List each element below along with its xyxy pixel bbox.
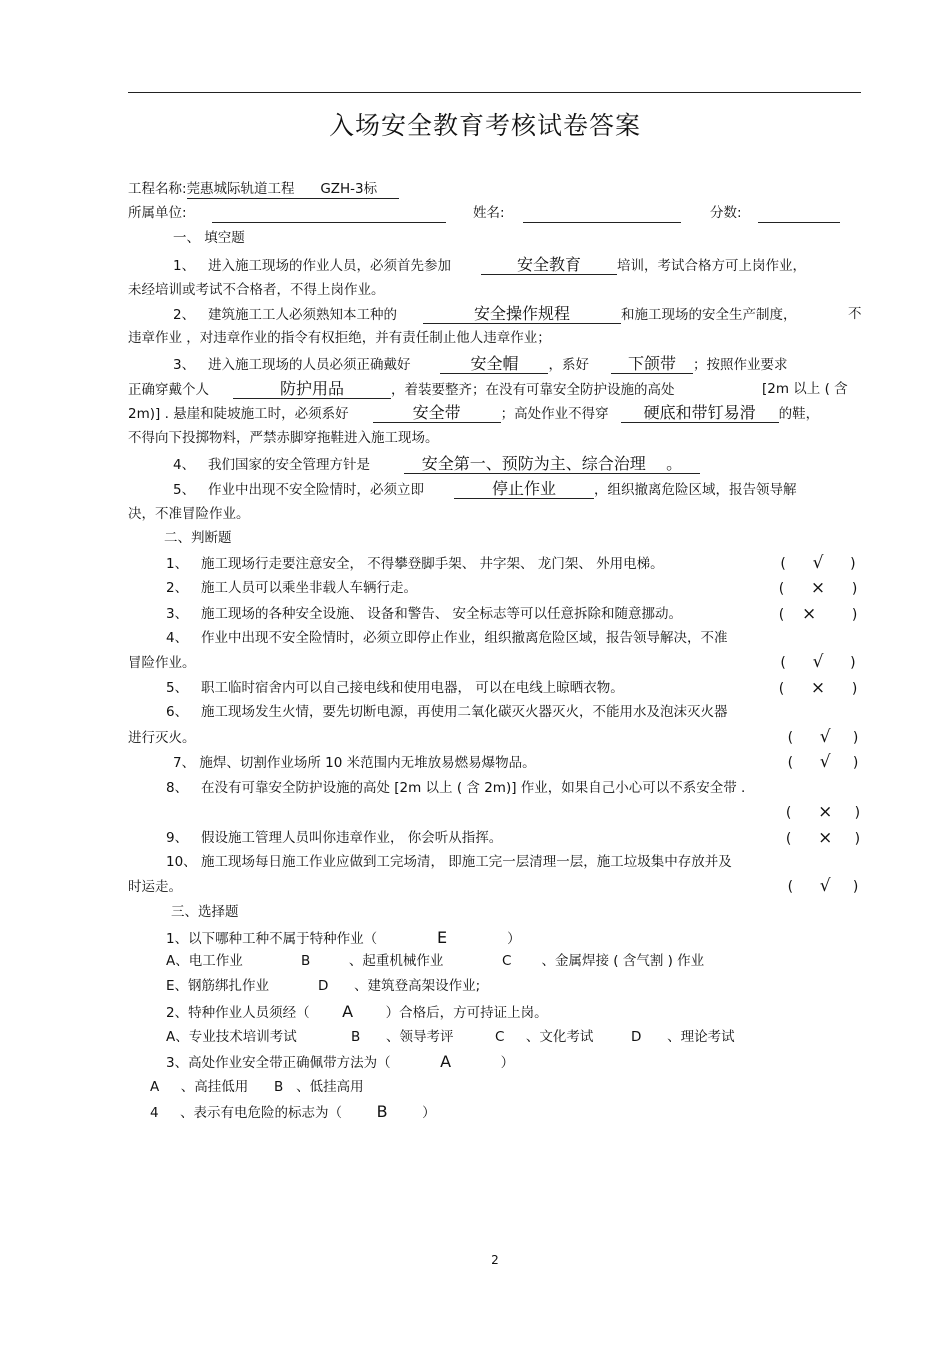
- choice-q1-option-d: D 、建筑登高架设作业;: [318, 978, 481, 994]
- fill-q1-answer: 安全教育: [481, 256, 617, 275]
- fill-q1: 1、 进入施工现场的作业人员，必须首先参加 安全教育 培训，考试合格方可上岗作业，: [173, 255, 806, 274]
- choice-q2-answer: A: [342, 1002, 354, 1021]
- choice-q2-option-a: A、专业技术培训考试: [166, 1029, 297, 1045]
- fill-q5: 5、 作业中出现不安全险情时，必须立即 停止作业 ，组织撤离危险区域，报告领导解: [173, 479, 797, 498]
- fill-q3-answer-2: 下颌带: [611, 355, 693, 374]
- choice-q2-option-c: C 、文化考试: [495, 1029, 594, 1045]
- judge-item-6: 6、 施工现场发生火情，要先切断电源，再使用二氧化碳灭火器灭火，不能用水及泡沫灭火器: [166, 704, 728, 720]
- project-line: [128, 180, 399, 199]
- judge-item-9: 9、 假设施工管理人员叫你违章作业， 你会听从指挥。: [166, 830, 503, 846]
- section-choice-heading: 三、选择题: [171, 904, 239, 920]
- choice-q4-answer: B: [376, 1102, 388, 1121]
- fill-q4: 4、 我们国家的安全管理方针是 安全第一、预防为主、综合治理 。: [173, 455, 700, 474]
- judge-mark-9: ( × ): [785, 828, 861, 848]
- judge-item-6-line2: 进行灭火。: [128, 730, 196, 746]
- unit-label: 所属单位:: [128, 205, 187, 221]
- choice-q1-option-e: E、钢筋绑扎作业: [166, 978, 270, 994]
- choice-q2-stem: 2、特种作业人员须经（ A ）合格后，方可持证上岗。: [166, 1002, 548, 1021]
- unit-blank[interactable]: [212, 222, 446, 223]
- judge-mark-7: ( √ ): [787, 752, 859, 772]
- top-rule: [128, 92, 861, 93]
- judge-mark-2: ( × ): [778, 578, 858, 598]
- fill-q2-line2: 违章作业 ，对违章作业的指令有权拒绝，并有责任制止他人违章作业；: [128, 330, 551, 346]
- section-judge-heading: 二、判断题: [164, 530, 232, 546]
- project-field: 莞惠城际轨道工程 GZH-3标: [187, 180, 399, 199]
- choice-q2-option-b: B 、领导考评: [351, 1029, 454, 1045]
- page-title: 入场安全教育考核试卷答案: [328, 111, 641, 140]
- choice-q1-option-c: C 、金属焊接 ( 含气割 ) 作业: [502, 953, 705, 969]
- judge-mark-10: ( √ ): [787, 876, 859, 896]
- score-blank[interactable]: [758, 222, 840, 223]
- fill-q3-answer-5: 硬底和带钉易滑: [621, 404, 779, 423]
- choice-q1-option-a: A、电工作业: [166, 953, 243, 969]
- judge-mark-5: ( × ): [778, 678, 858, 698]
- choice-q1-answer: E: [437, 928, 448, 947]
- judge-item-8: 8、 在没有可靠安全防护设施的高处 [2m 以上 ( 含 2m)] 作业，如果自己小心可以不系安全带 .: [166, 780, 746, 796]
- judge-item-1: 1、 施工现场行走要注意安全， 不得攀登脚手架、 井字架、 龙门架、 外用电梯。: [166, 556, 664, 572]
- choice-q2-option-d: D 、理论考试: [631, 1029, 735, 1045]
- choice-q3-answer: A: [440, 1052, 452, 1071]
- judge-item-7: 7、 施焊、切割作业场所 10 米范围内无堆放易燃易爆物品。: [173, 755, 536, 771]
- choice-q3-options: A 、高挂低用 B 、低挂高用: [150, 1079, 364, 1095]
- choice-q3-stem: 3、高处作业安全带正确佩带方法为（ A ）: [166, 1052, 515, 1071]
- fill-q3-answer-4: 安全带: [373, 404, 501, 423]
- project-label: 工程名称:: [128, 181, 187, 197]
- fill-q3-line4: 不得向下投掷物料，严禁赤脚穿拖鞋进入施工现场。: [128, 430, 439, 446]
- judge-item-2: 2、 施工人员可以乘坐非载人车辆行走。: [166, 580, 417, 596]
- fill-q5-line2: 决，不准冒险作业。: [128, 506, 250, 522]
- judge-item-4-line2: 冒险作业。: [128, 655, 196, 671]
- fill-q2: 2、 建筑施工工人必须熟知本工种的 安全操作规程 和施工现场的安全生产制度，: [173, 304, 797, 323]
- choice-q4-stem: 4 、表示有电危险的标志为（ B ）: [150, 1102, 436, 1121]
- judge-mark-3: ( × ): [778, 604, 858, 624]
- fill-q3-line2-tail: [2m 以上 ( 含: [762, 381, 848, 397]
- fill-q3-line1: 3、 进入施工现场的人员必须正确戴好 安全帽 ，系好 下颌带 ；按照作业要求: [173, 354, 788, 373]
- judge-item-4: 4、 作业中出现不安全险情时，必须立即停止作业，组织撤离危险区域，报告领导解决，不准: [166, 630, 728, 646]
- judge-item-3: 3、 施工现场的各种安全设施、 设备和警告、 安全标志等可以任意拆除和随意挪动。: [166, 606, 683, 622]
- fill-q3-answer-3: 防护用品: [233, 380, 391, 399]
- page-number: 2: [491, 1253, 499, 1267]
- fill-q2-tail: 不: [848, 306, 862, 322]
- section-fill-heading: 一、 填空题: [173, 230, 245, 246]
- choice-q1-stem: 1、以下哪种工种不属于特种作业（ E ）: [166, 928, 521, 947]
- fill-q4-answer: 安全第一、预防为主、综合治理 。: [404, 455, 700, 474]
- judge-item-10: 10、 施工现场每日施工作业应做到工完场清， 即施工完一层清理一层，施工垃圾集中存放并及: [166, 854, 732, 870]
- fill-q5-answer: 停止作业: [454, 480, 594, 499]
- judge-mark-8: ( × ): [785, 802, 861, 822]
- judge-item-10-line2: 时运走。: [128, 879, 182, 895]
- judge-mark-1: ( √ ): [780, 553, 856, 573]
- judge-item-5: 5、 职工临时宿舍内可以自己接电线和使用电器， 可以在电线上晾晒衣物。: [166, 680, 624, 696]
- fill-q3-line2: 正确穿戴个人 防护用品 ，着装要整齐；在没有可靠安全防护设施的高处: [128, 379, 675, 398]
- judge-mark-4: ( √ ): [780, 652, 856, 672]
- fill-q3-line3: 2m)] . 悬崖和陡坡施工时，必须系好 安全带 ；高处作业不得穿 硬底和带钉易滑 的鞋，: [128, 403, 820, 422]
- fill-q3-answer-1: 安全帽: [440, 355, 548, 374]
- choice-q1-option-b: B 、起重机械作业: [301, 953, 444, 969]
- judge-mark-6: ( √ ): [787, 727, 859, 747]
- name-label: 姓名:: [473, 205, 505, 221]
- name-blank[interactable]: [523, 222, 681, 223]
- score-label: 分数:: [710, 205, 742, 221]
- fill-q2-answer: 安全操作规程: [423, 305, 621, 324]
- fill-q1-line2: 未经培训或考试不合格者，不得上岗作业。: [128, 282, 385, 298]
